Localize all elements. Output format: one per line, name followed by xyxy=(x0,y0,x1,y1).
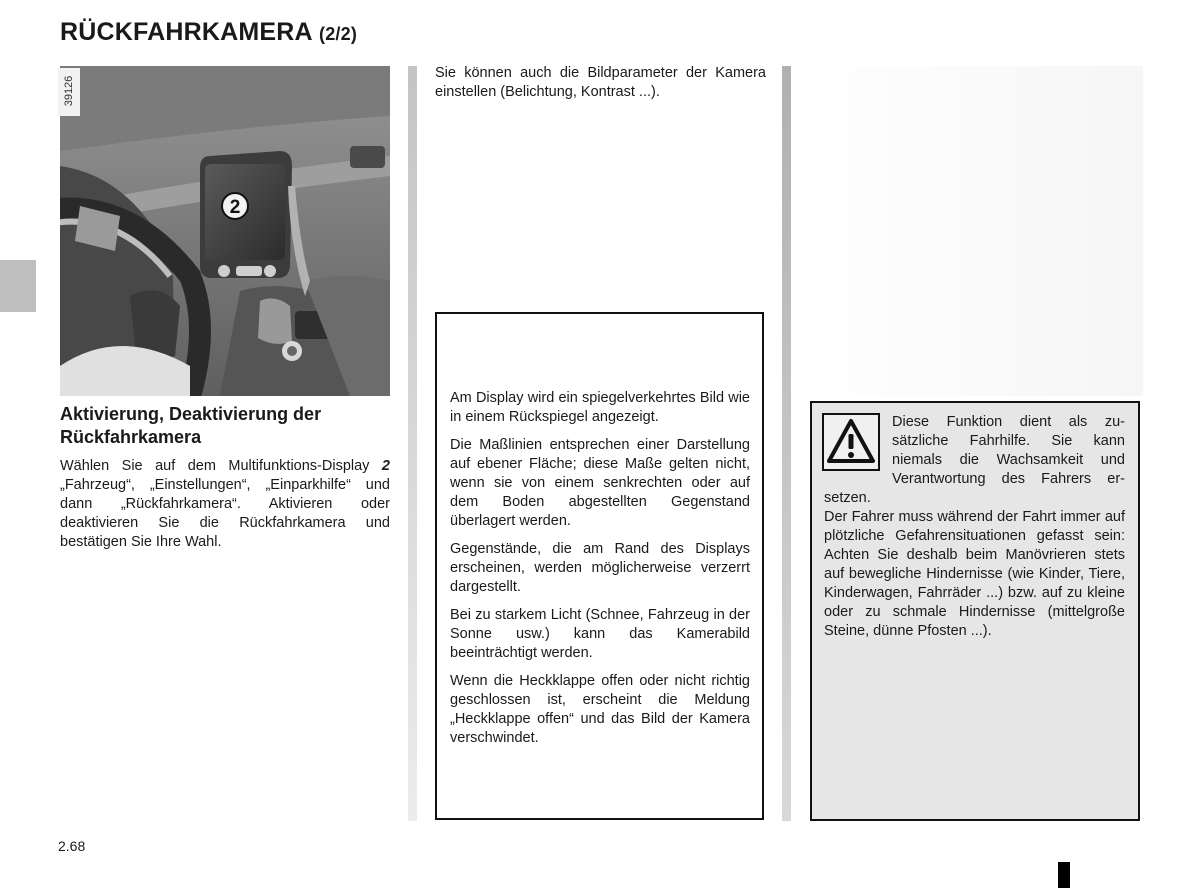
figure-code: 39126 xyxy=(63,75,75,107)
section-heading xyxy=(60,403,390,449)
column-divider xyxy=(782,66,791,821)
warning-paragraph: Der Fahrer muss während der Fahrt immer auf plötzliche Gefahrensituationen gefasst sein: Achten Sie deshalb beim Manövrieren stets auf bewegliche Hindernisse (wie Kinder, Tiere, Kinderwagen, Fahrräder ...) bzw. auf zu kleine oder zu schmale Hindernisse (mittelgroße Steine, dünne Pfosten ...). xyxy=(824,509,1125,639)
note-paragraph: Wenn die Heckklappe offen oder nicht richtig geschlossen ist, erscheint die Meldung „Heckklappe offen“ und das Bild der Kamera verschwindet. xyxy=(450,673,750,746)
warning-line: Diese Funktion dient als zu- xyxy=(892,414,1125,430)
warning-line: sätzliche Fahrhilfe. Sie kann xyxy=(892,433,1125,449)
page-number: 2.68 xyxy=(58,838,86,854)
section-heading-line: Rückfahrkamera xyxy=(60,427,202,447)
warning-line: niemals die Wachsamkeit und xyxy=(892,452,1125,468)
activation-instructions xyxy=(60,457,390,552)
page-title-text: RÜCKFAHRKAMERA xyxy=(60,18,312,46)
dashboard-illustration xyxy=(60,66,390,396)
notes-box-text xyxy=(450,389,750,757)
note-paragraph: Am Display wird ein spiegelverkehrtes Bild wie in einem Rückspiegel angezeigt. xyxy=(450,390,750,425)
warning-triangle-icon xyxy=(822,413,880,471)
instruction-text: „Fahrzeug“, „Einstellungen“, „Einparkhilfe“ und dann „Rückfahrkamera“. Aktivieren oder deaktivieren Sie die Rückfahrkamera und bestätigen Sie Ihre Wahl. xyxy=(60,477,390,550)
image-settings-text: Sie können auch die Bildparameter der Kamera einstellen (Belichtung, Kontrast ...). xyxy=(435,65,766,100)
warning-continuation: setzen. xyxy=(824,490,871,506)
blank-column-area xyxy=(791,66,1143,396)
warning-triangle-graphic xyxy=(824,415,878,469)
note-paragraph: Die Maßlinien entsprechen einer Darstellung auf ebener Fläche; diese Maße gelten nicht, wenn sie von einem senkrechten oder auf dem Boden abgestellten Gegenstand überlagert werden. xyxy=(450,437,750,529)
chapter-tab xyxy=(0,260,36,312)
warning-text-lines xyxy=(892,413,1125,489)
page-title xyxy=(60,18,357,47)
dashboard-drawing xyxy=(60,66,390,396)
note-paragraph: Gegenstände, die am Rand des Displays erscheinen, werden möglicherweise verzerrt dargestellt. xyxy=(450,541,750,595)
column-divider xyxy=(408,66,417,821)
page-title-part: (2/2) xyxy=(319,24,358,44)
figure-code-label xyxy=(58,68,80,116)
note-paragraph: Bei zu starkem Licht (Schnee, Fahrzeug in der Sonne usw.) kann das Kamerabild beeinträchtigt werden. xyxy=(450,607,750,661)
warning-line: Verantwortung des Fahrers er- xyxy=(892,471,1125,487)
warning-text xyxy=(824,489,1125,641)
callout-2: 2 xyxy=(229,197,241,218)
instruction-text: Wählen Sie auf dem Multifunktions-Display xyxy=(60,458,382,474)
display-reference: 2 xyxy=(381,458,390,474)
section-heading-line: Aktivierung, Deaktivierung der xyxy=(60,404,322,424)
page-end-marker xyxy=(1058,862,1070,888)
